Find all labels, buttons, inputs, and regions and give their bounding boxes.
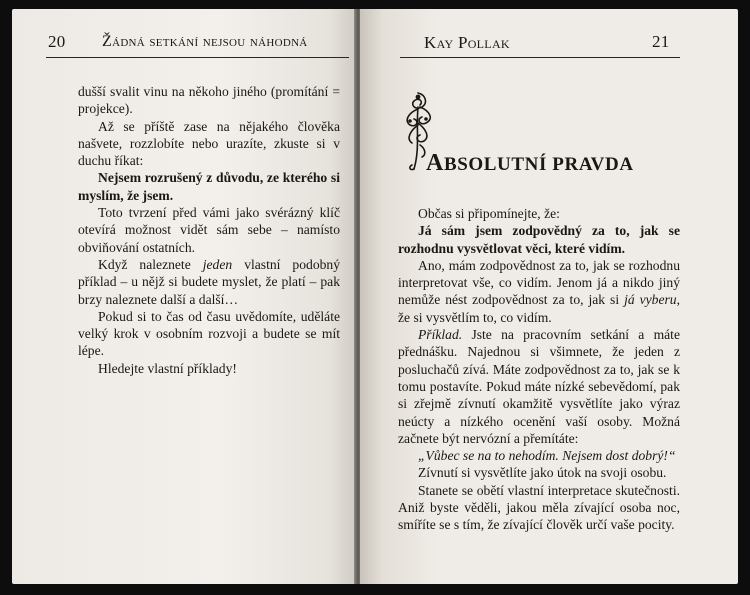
left-text-run: Toto tvrzení před vámi jako svérázný klíč otevírá možnost vidět sám sebe – namísto obviňování ostatních. [78,205,340,255]
right-text-run: Já sám jsem zodpovědný za to, jak se rozhodnu vysvětlovat věci, které vidím. [398,223,680,256]
left-text-run: Nejsem rozrušený z důvodu, ze kterého si myslím, že jsem. [78,170,340,203]
left-body-text [78,83,340,377]
left-text-run: dušší svalit vinu na někoho jiného (promítání = projekce). [78,84,340,117]
right-text-run: já vyberu [624,292,677,308]
right-text-run: , že si vysvětlím to, co vidím. [398,292,680,325]
right-text-run: Příklad. [418,327,463,343]
right-paragraph [398,482,680,534]
left-paragraph [78,118,340,170]
chapter-title-rest: BSOLUTNÍ PRAVDA [443,154,634,175]
right-header [652,32,670,52]
left-text-run: Pokud si to čas od času uvědomíte, uděláte velký krok v osobním rozvoji a budete se mít lépe. [78,308,340,359]
left-paragraph [78,169,340,204]
left-paragraph [78,204,340,256]
left-page-number: 20 [48,32,66,51]
right-header-rule [400,57,680,58]
right-text-run: Ano, mám zodpovědnost za to, jak se rozhodnu interpretovat vše, co vidím. Jenom já a nikdo jiný nemůže nést zodpovědnost za to, jak si [398,257,680,308]
right-text-run: Občas si připomínejte, že: [418,206,560,221]
left-text-run: Až se příště zase na nějakého člověka našvete, rozzlobíte nebo urazíte, zkuste si v duchu říkat: [78,118,340,169]
right-text-run: Stanete se obětí vlastní interpretace skutečnosti. Aniž byste věděli, jakou měla zívající osoba noc, smíříte se s tím, že zívající člověk určí vaše pocity. [398,482,680,533]
left-text-run: vlastní podobný příklad – u nějž si budete myslet, že platí – pak brzy naleznete další a další… [78,256,341,307]
right-paragraph [398,326,680,447]
right-paragraph [398,447,680,464]
right-page-number: 21 [652,32,670,51]
left-text-run: Když naleznete [98,256,203,272]
left-running-head: Žádná setkání nejsou náhodná [102,33,308,50]
left-paragraph [78,308,340,360]
chapter-title-initial: A [426,150,444,176]
left-text-run: Hledejte vlastní příklady! [98,360,237,376]
right-body-text [398,205,680,534]
left-page [12,9,357,584]
left-header [48,32,66,52]
right-text-run: „Vůbec se na to nehodím. Nejsem dost dobrý!“ [418,448,676,464]
right-paragraph [398,464,680,481]
right-text-run: Jste na pracovním setkání a máte přednášku. Najednou si všimnete, že jeden z posluchačů zívá. Máte zodpovědnost za to, jak se k tomu postavíte. Pokud máte nízké sebevědomí, pak si zřejmě zívnutí okamžitě vysvětlíte jako výraz neúcty a nízkého ocenění vaší osoby. Možná začnete být nervózní a přemítáte: [398,327,680,446]
right-running-head: Kay Pollak [424,33,510,52]
left-header-rule [46,57,349,58]
right-paragraph [398,205,680,222]
left-paragraph [78,256,340,308]
right-text-run: Zívnutí si vysvětlíte jako útok na svoji osobu. [418,465,667,481]
chapter-title [426,150,634,177]
left-paragraph [78,360,340,377]
left-text-run: jeden [202,256,233,272]
right-page [360,9,738,584]
left-paragraph [78,83,340,118]
right-paragraph [398,222,680,257]
right-paragraph [398,257,680,326]
